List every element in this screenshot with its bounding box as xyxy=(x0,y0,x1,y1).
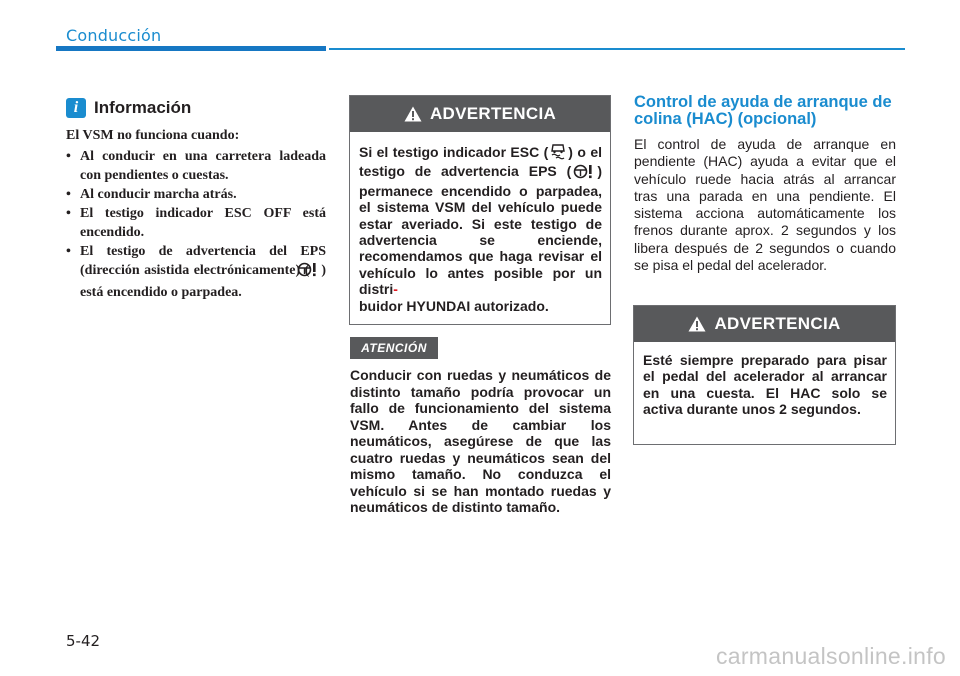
watermark: carmanualsonline.info xyxy=(715,643,946,669)
esc-skid-car-icon xyxy=(550,142,566,163)
atencion-text: Conducir con ruedas y neumáticos de distinto tamaño podría provocar un fallo de funcionamiento del sistema VSM. Antes de cambiar los neumáticos, asegúrese de que las cuatro ruedas y neumáticos sean del mismo tamaño. No conduzca el vehículo si se han montado ruedas y neumáticos de distinto tamaño. xyxy=(350,367,611,515)
warning-triangle-icon xyxy=(404,106,422,122)
atencion-badge: ATENCIÓN xyxy=(350,337,438,359)
info-item: • Al conducir en una carretera ladeada con pendientes o cuestas. xyxy=(66,147,326,185)
info-item xyxy=(66,242,326,302)
warning-header xyxy=(350,96,610,132)
info-icon: i xyxy=(66,98,86,118)
info-heading xyxy=(66,96,326,120)
warning-header-label: ADVERTENCIA xyxy=(429,104,557,123)
warning1-part4: buidor HYUNDAI autorizado. xyxy=(359,297,549,314)
hac-title: Control de ayuda de arranque de colina (HAC) (opcional) xyxy=(634,93,892,128)
info-intro: El VSM no funciona cuando: xyxy=(66,128,240,143)
info-list xyxy=(66,147,326,302)
info-section xyxy=(66,96,326,302)
header-rule-thin xyxy=(329,48,905,50)
warning1-part1: Si el testigo indicador ESC ( xyxy=(359,144,549,160)
warning-header xyxy=(634,306,895,342)
warning1-hyphen: - xyxy=(393,281,398,298)
warning-header-label: ADVERTENCIA xyxy=(714,314,841,333)
warning-box-esc xyxy=(349,95,611,325)
warning1-part3: ) permanece encendido o parpadea, el sistema VSM del vehículo puede estar averiado. Si este testigo de advertencia se enciende, recomendamos que haga revisar el vehículo lo antes posible por un distri xyxy=(359,163,602,298)
section-title: Conducción xyxy=(66,26,162,45)
info-title: Información xyxy=(94,98,192,117)
eps-steering-warning-icon xyxy=(573,164,595,182)
header-rule-thick xyxy=(56,46,326,51)
info-item: • Al conducir marcha atrás. xyxy=(66,185,326,204)
info-item4-before: El testigo de advertencia del EPS (dirección asistida electrónicamente) ( xyxy=(80,244,326,278)
page-number: 5-42 xyxy=(66,632,101,650)
warning1-part2: ) o el testigo de advertencia EPS ( xyxy=(359,144,603,180)
warning-body: Esté siempre preparado para pisar el pedal del acelerador al arrancar en una cuesta. El HAC solo se activa durante unos 2 segundos. xyxy=(643,352,887,418)
warning-box-hac xyxy=(633,305,896,445)
info-item: • El testigo indicador ESC OFF está encendido. xyxy=(66,204,326,242)
warning-triangle-icon xyxy=(688,316,706,332)
hac-body: El control de ayuda de arranque en pendiente (HAC) ayuda a evitar que el vehículo ruede hacia atrás al arrancar tras una parada en una pendiente. El sistema acciona automáticamente los frenos durante aprox. 2 segundos y los libera después de 2 segundos o cuando se pisa el pedal del acelerador. xyxy=(634,136,896,274)
warning-body xyxy=(350,132,610,314)
eps-steering-warning-icon xyxy=(311,262,319,283)
info-item4-after: ) está encendido o parpadea. xyxy=(80,263,326,300)
